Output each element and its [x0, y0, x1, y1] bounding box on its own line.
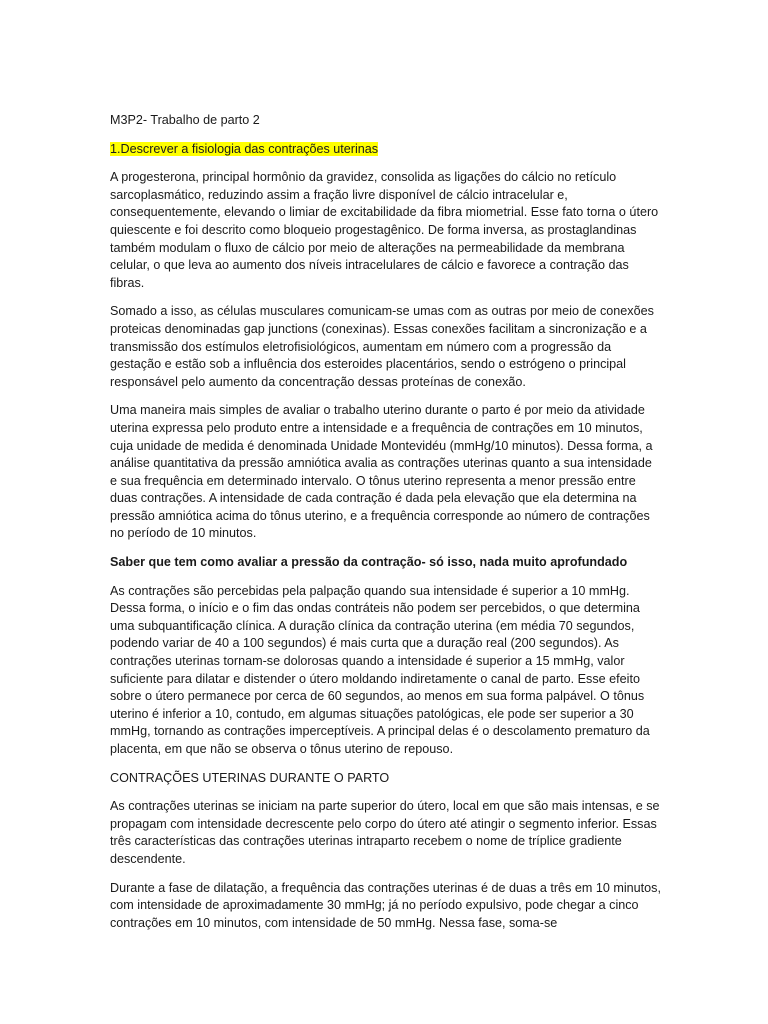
section-heading: CONTRAÇÕES UTERINAS DURANTE O PARTO: [110, 770, 390, 785]
paragraph-dilatation: Durante a fase de dilatação, a frequência das contrações uterinas é de duas a três em 10 minutos, com intensidade de aproximadamente 30 mmHg; já no período expulsivo, pode chegar a cinco contrações em 10 minutos, com intensidade de 50 mmHg. Nessa fase, soma-se: [110, 880, 661, 930]
document-page: [110, 112, 662, 943]
paragraph-gradient: As contrações uterinas se iniciam na parte superior do útero, local em que são mais intensas, e se propagam com intensidade decrescente pelo corpo do útero até atingir o segmento inferior. Essas três características das contrações uterinas intraparto recebem o nome de tríplice gradiente descendente.: [110, 799, 660, 866]
paragraph-palpation: As contrações são percebidas pela palpação quando sua intensidade é superior a 10 mmHg. Dessa forma, o início e o fim das ondas contráteis não podem ser percebidos, o que determina uma subquantificação clínica. A duração clínica da contração uterina (em média 70 segundos, podendo variar de 40 a 100 segundos) é mais curta que a duração real (200 segundos). As contrações uterinas tornam-se dolorosas quando a intensidade é superior a 15 mmHg, valor suficiente para dilatar e distender o útero moldando indiretamente o canal de parto. Esse efeito sobre o útero permanece por cerca de 60 segundos, ao menos em sua forma palpável. O tônus uterino é inferior a 10, contudo, em algumas situações patológicas, ele pode ser superior a 30 mmHg, tornando as contrações imperceptíveis. A principal delas é o descolamento prematuro da placenta, em que não se observa o tônus uterino de repouso.: [110, 583, 650, 756]
paragraph-gap-junctions: Somado a isso, as células musculares comunicam-se umas com as outras por meio de conexões proteicas denominadas gap junctions (conexinas). Essas conexões facilitam a sincronização e a transmissão dos estímulos eletrofisiológicos, aumentam em número com a progressão da gestação e estão sob a influência dos esteroides placentários, sendo o estrógeno o principal responsável pelo aumento da concentração dessas proteínas de conexão.: [110, 304, 654, 389]
paragraph-montevideo: Uma maneira mais simples de avaliar o trabalho uterino durante o parto é por meio da atividade uterina expressa pelo produto entre a intensidade e a frequência de contrações em 10 minutos, cuja unidade de medida é denominada Unidade Montevidéu (mmHg/10 minutos). Dessa forma, a análise quantitativa da pressão amniótica avalia as contrações uterinas quanto a sua intensidade e sua frequência em determinado intervalo. O tônus uterino representa a menor pressão entre duas contrações. A intensidade de cada contração é dada pela elevação que ela determina na pressão amniótica acima do tônus uterino, e a frequência corresponde ao número de contrações no período de 10 minutos.: [110, 403, 653, 541]
document-title: M3P2- Trabalho de parto 2: [110, 113, 260, 127]
bold-note: Saber que tem como avaliar a pressão da contração- só isso, nada muito aprofundado: [110, 555, 628, 570]
paragraph-progesterone: A progesterona, principal hormônio da gravidez, consolida as ligações do cálcio no retículo sarcoplasmático, reduzindo assim a fração livre disponível de cálcio intracelular e, consequentemente, elevando o limiar de excitabilidade da fibra miometrial. Esse fato torna o útero quiescente e foi descrito como bloqueio progestagênico. De forma inversa, as prostaglandinas também modulam o fluxo de cálcio por meio de alterações na permeabilidade da membrana celular, o que leva ao aumento dos níveis intracelulares de cálcio e favorece a contração das fibras.: [110, 170, 659, 290]
question-heading: [110, 141, 662, 159]
highlighted-question: 1.Descrever a fisiologia das contrações uterinas: [110, 141, 379, 156]
